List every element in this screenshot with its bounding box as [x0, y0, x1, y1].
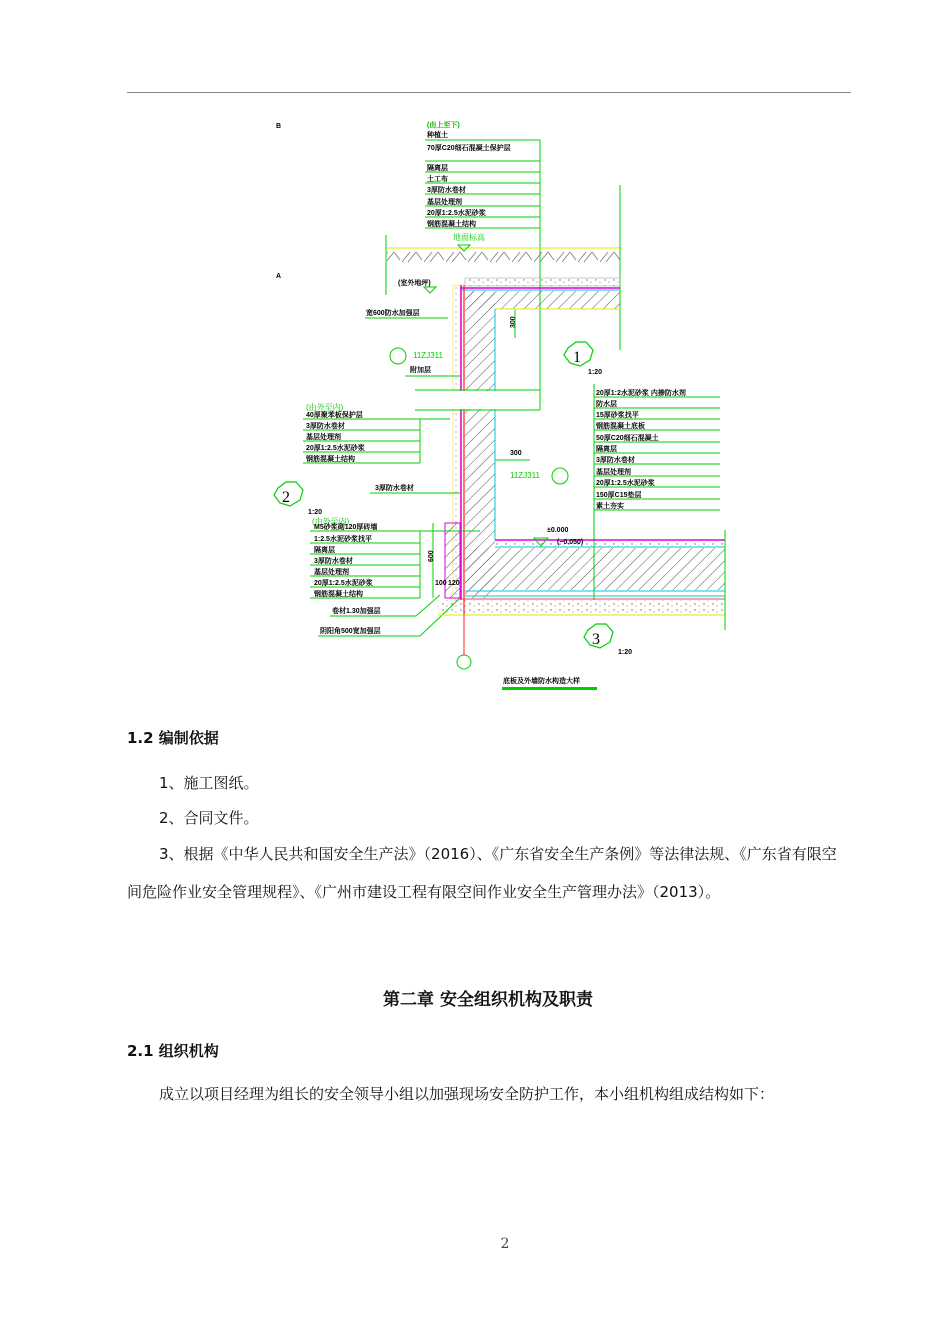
svg-text:(由外至内): (由外至内) [306, 403, 344, 412]
svg-text:3厚防水卷材: 3厚防水卷材 [314, 558, 353, 565]
svg-text:15厚砂浆找平: 15厚砂浆找平 [596, 412, 639, 419]
svg-text:基层处理剂: 基层处理剂 [596, 469, 631, 476]
svg-text:基层处理剂: 基层处理剂 [427, 199, 462, 206]
svg-text:钢筋混凝土结构: 钢筋混凝土结构 [314, 591, 363, 598]
svg-text:阴阳角500宽加强层: 阴阳角500宽加强层 [320, 628, 381, 635]
detail-marker-1 [564, 342, 602, 376]
svg-text:1:2.5水泥砂浆找平: 1:2.5水泥砂浆找平 [314, 536, 372, 543]
svg-text:素土夯实: 素土夯实 [596, 503, 624, 510]
header-rule [127, 92, 851, 93]
svg-text:3: 3 [592, 631, 600, 648]
svg-text:基层处理剂: 基层处理剂 [314, 569, 349, 576]
svg-text:底板及外墙防水构造大样: 底板及外墙防水构造大样 [503, 678, 580, 685]
svg-text:20厚1:2.5水泥砂浆: 20厚1:2.5水泥砂浆 [427, 210, 486, 217]
svg-text:1:20: 1:20 [308, 509, 323, 516]
svg-text:(室外地坪): (室外地坪) [398, 280, 431, 287]
axis-marker-b [276, 123, 281, 130]
basis-item-2: 2、合同文件。 [159, 809, 259, 827]
basis-item-1: 1、施工图纸。 [159, 774, 259, 792]
svg-text:3厚防水卷材: 3厚防水卷材 [596, 457, 635, 464]
section-heading-1-2: 1.2 编制依据 [127, 729, 219, 747]
svg-text:1: 1 [573, 349, 581, 366]
svg-text:300: 300 [510, 450, 522, 457]
svg-text:20厚1:2水泥砂浆 内掺防水剂: 20厚1:2水泥砂浆 内掺防水剂 [596, 390, 686, 397]
svg-text:70厚C20细石混凝土保护层: 70厚C20细石混凝土保护层 [427, 145, 511, 152]
svg-text:40厚聚苯板保护层: 40厚聚苯板保护层 [306, 412, 363, 419]
chapter-title: 第二章 安全组织机构及职责 [383, 990, 593, 1010]
svg-text:120: 120 [448, 580, 460, 587]
svg-text:100: 100 [435, 580, 447, 587]
detail-marker-3 [584, 624, 632, 656]
basis-item-3: 3、根据《中华人民共和国安全生产法》（2016）、《广东省安全生产条例》等法律法规、《广东省有限空间危险作业安全管理规程》、《广州市建设工程有限空间作业安全生产管理办法》（2013）。 [127, 845, 837, 901]
svg-text:隔离层: 隔离层 [314, 547, 335, 554]
axis-marker-a [276, 273, 281, 280]
svg-text:(−0.050): (−0.050) [557, 539, 584, 546]
svg-text:1:20: 1:20 [618, 649, 633, 656]
left-upper-layer-callout [303, 402, 450, 463]
svg-text:附加层: 附加层 [410, 367, 431, 374]
svg-text:隔离层: 隔离层 [596, 446, 617, 453]
svg-text:B: B [276, 123, 282, 130]
svg-text:宽600防水加强层: 宽600防水加强层 [366, 310, 420, 317]
svg-text:卷材1.30加强层: 卷材1.30加强层 [332, 608, 381, 615]
svg-text:地面标高: 地面标高 [453, 233, 485, 242]
svg-text:20厚1:2.5水泥砂浆: 20厚1:2.5水泥砂浆 [306, 445, 365, 452]
svg-text:(由上至下): (由上至下) [427, 122, 460, 129]
left-misc-labels [365, 278, 460, 493]
svg-text:3厚防水卷材: 3厚防水卷材 [306, 423, 345, 430]
svg-text:A: A [276, 273, 282, 280]
svg-text:M5砂浆砌120厚砖墙: M5砂浆砌120厚砖墙 [314, 524, 378, 531]
svg-text:300: 300 [510, 316, 517, 328]
detail-marker-2 [274, 482, 322, 516]
svg-text:2: 2 [282, 489, 290, 506]
svg-text:150厚C15垫层: 150厚C15垫层 [596, 492, 642, 499]
waterproof-detail-drawing [270, 110, 740, 700]
svg-text:(由外至内): (由外至内) [312, 517, 350, 526]
svg-text:土工布: 土工布 [427, 176, 448, 183]
svg-text:隔离层: 隔离层 [427, 165, 448, 172]
drawing-caption [502, 676, 597, 690]
svg-text:1:20: 1:20 [588, 369, 603, 376]
svg-text:钢筋混凝土底板: 钢筋混凝土底板 [596, 423, 645, 430]
svg-text:11ZJ311: 11ZJ311 [510, 471, 540, 480]
svg-text:20厚1:2.5水泥砂浆: 20厚1:2.5水泥砂浆 [314, 580, 373, 587]
svg-text:种植土: 种植土 [427, 132, 448, 139]
svg-text:3厚防水卷材: 3厚防水卷材 [375, 485, 414, 492]
svg-text:钢筋混凝土结构: 钢筋混凝土结构 [306, 456, 355, 463]
svg-text:3厚防水卷材: 3厚防水卷材 [427, 187, 466, 194]
page-number: 2 [500, 1236, 510, 1252]
svg-text:11ZJ311: 11ZJ311 [413, 351, 443, 360]
svg-text:基层处理剂: 基层处理剂 [306, 434, 341, 441]
organization-paragraph: 成立以项目经理为组长的安全领导小组以加强现场安全防护工作，本小组机构组成结构如下： [159, 1085, 775, 1103]
svg-text:±0.000: ±0.000 [547, 527, 569, 534]
svg-text:50厚C20细石混凝土: 50厚C20细石混凝土 [596, 435, 659, 442]
svg-text:钢筋混凝土结构: 钢筋混凝土结构 [427, 221, 476, 228]
svg-text:600: 600 [428, 550, 435, 562]
section-heading-2-1: 2.1 组织机构 [127, 1042, 219, 1060]
svg-text:20厚1:2.5水泥砂浆: 20厚1:2.5水泥砂浆 [596, 480, 655, 487]
svg-text:防水层: 防水层 [596, 401, 617, 408]
